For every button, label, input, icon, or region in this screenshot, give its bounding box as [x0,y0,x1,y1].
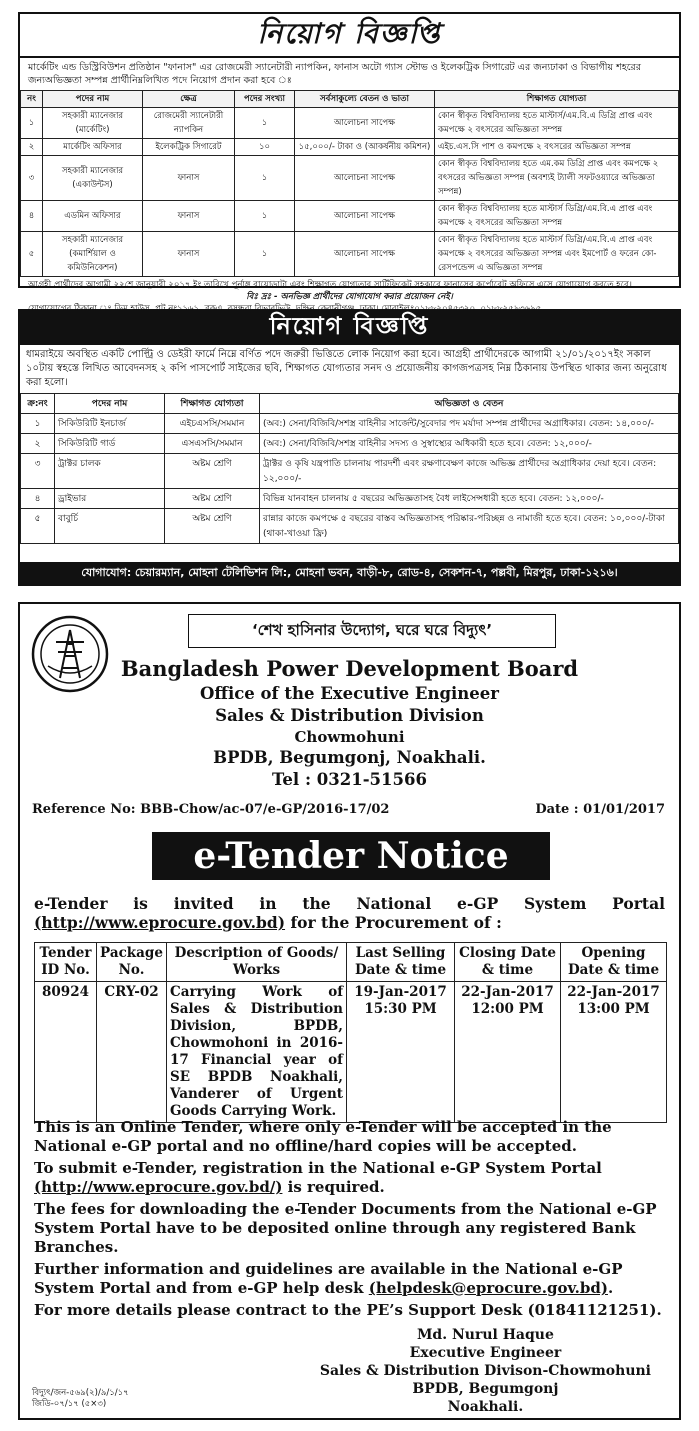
instruction-text: Further information and guidelines are available in the National e-GP System Portal and from e-GP help desk [34,1260,623,1297]
telephone: Tel : 0321-51566 [272,770,427,789]
cell-qualification: এইচ.এস.সি পাশ ও কমপক্ষে ২ বৎসরের অভিজ্ঞতা সম্পন্ন [435,139,679,156]
helpdesk-email-link[interactable]: (helpdesk@eprocure.gov.bd) [368,1279,608,1297]
place-name: Chowmohuni [294,728,405,746]
col-header: নং [21,91,43,108]
notice-title: নিয়োগ বিজ্ঞপ্তি [269,311,430,340]
cell-field: রোজমেরী স্যানেটারী ন্যাপকিন [143,108,235,139]
contact-bar: যোগাযোগ: চেয়ারম্যান, মোহনা টেলিভিশন লি:, মোহনা ভবন, বাড়ী-৮, রোড-৪, সেকশন-৭, পল্লবী, মিরপুর, ঢাকা-১২১৬। [20,562,679,584]
recruitment-notice-fanus [18,12,681,302]
cell-salary: আলোচনা সাপেক্ষ [295,232,435,277]
table-row [21,232,679,277]
slogan-box: ‘শেখ হাসিনার উদ্যোগ, ঘরে ঘরে বিদ্যুৎ’ [188,614,556,648]
office-name: Office of the Executive Engineer [200,684,499,703]
cell-count: ১ [235,232,295,277]
col-header: Opening Date & time [561,943,667,982]
invitation-line: e-Tender is invited in the National e-GP System Portal [34,894,665,913]
notice-banner [20,14,679,58]
footer-instruction: আগ্রহী প্রার্থীদের আগামী ২২শে জানুয়ারী ২০১৭ ইং তারিখে পূর্নাঙ্গ বায়োডাটা এবং শিক্ষাগত যোগ্যতার সার্টিফিকেট সহকারে ফানাসের কর্পোরেট অফিসে এসে যোগাযোগ করতে হবে। [28,280,632,290]
cell-field: ইলেকট্রিক সিগারেট [143,139,235,156]
signature-block [320,1326,651,1416]
cell-no: ২ [21,139,43,156]
instruction-text: . [607,1279,614,1297]
cell-post: বাবুর্চি [55,509,165,544]
portal-link[interactable]: (http://www.eprocure.gov.bd) [34,913,286,932]
cell-no: ৫ [21,509,55,544]
table-row [21,201,679,232]
tender-table [34,942,667,1123]
signatory-division: Sales & Distribution Divison-Chowmohuni [319,1363,651,1379]
table-row [35,982,667,1123]
footer-note: বিঃ দ্রঃ - অনভিজ্ঞ প্রার্থীদের যোগাযোগ করার প্রয়োজন নেই। [246,292,453,302]
cell-qualification: কোন স্বীকৃত বিশ্ববিদ্যালয় হতে মাস্টার্স ডিগ্রি/এম.বি.এ প্রাপ্ত এবং কমপক্ষে ২ বৎসরের অভিজ্ঞতা সম্পন্ন [435,201,679,232]
cell-post: সহকারী ম্যানেজার (একাউন্টস) [43,156,143,201]
cell-no: ৪ [21,201,43,232]
table-row [21,156,679,201]
invitation-line-2 [34,913,502,932]
col-header: Closing Date & time [455,943,561,982]
col-header: অভিজ্ঞতা ও বেতন [260,394,679,414]
cell-tender-id: 80924 [35,982,97,1123]
bpdb-logo-icon [30,614,110,694]
organization-name: Bangladesh Power Development Board [120,656,579,681]
signatory-place: Noakhali. [447,1399,524,1415]
col-header: Tender ID No. [35,943,97,982]
memo-reference [32,1388,129,1410]
col-header: সর্বসাকুল্যে বেতন ও ভাতা [295,91,435,108]
e-tender-notice [18,602,681,1420]
signatory-name: Md. Nurul Haque [416,1327,554,1343]
cell-package: CRY-02 [97,982,167,1123]
instruction-paragraph [34,1159,665,1197]
cell-qualification: কোন স্বীকৃত বিশ্ববিদ্যালয় হতে এম.কম ডিগ্রি প্রাপ্ত এবং কমপক্ষে ২ বৎসরের অভিজ্ঞতা সম্পন্ন (অবশ্যই ট্যালী সফটওয়্যারে অভিজ্ঞতা সম্পন্ন) [435,156,679,201]
cell-no: ১ [21,108,43,139]
cell-education: এইচএসসি/সমমান [165,414,260,434]
cell-experience-salary: (অব:) সেনা/বিজিবি/সশস্ত্র বাহিনীর সদস্য ও সুস্বাস্থ্যের অধিকারী হতে হবে। বেতন: ১২,০০০/- [260,434,679,454]
cell-field: ফানাস [143,201,235,232]
cell-count: ১ [235,108,295,139]
col-header: শিক্ষাগত যোগ্যতা [435,91,679,108]
cell-experience-salary: ট্রাক্টর ও কৃষি যন্ত্রপাতি চালনায় পারদর্শী এবং রক্ষণাবেক্ষণ কাজে অভিজ্ঞ প্রার্থীদের অগ্রাধিকার দেয়া হবে। বেতন: ১২,০০০/- [260,454,679,489]
recruitment-notice-poultry-farm [18,309,681,586]
cell-education: অষ্টম শ্রেণি [165,454,260,489]
cell-salary: আলোচনা সাপেক্ষ [295,201,435,232]
tender-instructions [34,1118,665,1323]
table-row [21,414,679,434]
notice-title: নিয়োগ বিজ্ঞপ্তি [257,16,442,50]
cell-no: ৪ [21,489,55,509]
table-row [21,108,679,139]
division-name: Sales & Distribution Division [215,706,484,725]
col-header: ক্র:নং [21,394,55,414]
cell-opening: 22-Jan-2017 13:00 PM [561,982,667,1123]
memo-line: জিডি-০৭/১৭ (৫×৩) [32,1399,107,1409]
vacancy-table [20,90,679,277]
location: BPDB, Begumgonj, Noakhali. [213,748,486,767]
cell-salary: আলোচনা সাপেক্ষ [295,156,435,201]
signatory-org: BPDB, Begumgonj [412,1381,559,1397]
table-row [21,509,679,544]
table-row [21,434,679,454]
table-header-row [35,943,667,982]
col-header: পদের নাম [55,394,165,414]
instruction-paragraph: For more details please contract to the PE’s Support Desk (01841121251). [34,1301,662,1319]
cell-count: ১ [235,156,295,201]
table-row [21,454,679,489]
cell-field: ফানাস [143,232,235,277]
memo-line: বিদ্যুৎ/জন-৫৬৯(২)/৯/১/১৭ [32,1388,129,1398]
cell-no: ১ [21,414,55,434]
cell-experience-salary: (অব:) সেনা/বিজিবি/সশস্ত্র বাহিনীর সার্জেন্ট/সুবেদার পদ মর্যাদা সম্পন্ন প্রার্থীদের অগ্রাধিকার। বেতন: ১৪,০০০/- [260,414,679,434]
portal-link[interactable]: (http://www.eprocure.gov.bd/) [34,1178,283,1196]
cell-experience-salary: রান্নার কাজে কমপক্ষে ৫ বছরের বাস্তব অভিজ্ঞতাসহ পরিষ্কার-পরিচ্ছন্ন ও নামাজী হতে হবে। বেতন: ১০,০০০/-টাকা (থাকা-খাওয়া ফ্রি) [260,509,679,544]
cell-post: সহকারী ম্যানেজার (মার্কেটিং) [43,108,143,139]
cell-education: অষ্টম শ্রেণি [165,509,260,544]
col-header: ক্ষেত্র [143,91,235,108]
cell-qualification: কোন স্বীকৃত বিশ্ববিদ্যালয় হতে মাস্টার্স/এম.বি.এ ডিগ্রি প্রাপ্ত এবং কমপক্ষে ২ বৎসরের অভিজ্ঞতা সম্পন্ন [435,108,679,139]
cell-count: ১০ [235,139,295,156]
cell-post: সিকিউরিটি ইনচার্জ [55,414,165,434]
cell-post: সিকিউরিটি গার্ড [55,434,165,454]
reference-row [32,802,665,817]
cell-last-selling: 19-Jan-2017 15:30 PM [347,982,455,1123]
instruction-text: is required. [282,1178,385,1196]
signatory-title: Executive Engineer [409,1345,562,1361]
e-tender-heading: e-Tender Notice [152,832,550,880]
cell-salary: আলোচনা সাপেক্ষ [295,108,435,139]
cell-no: ৩ [21,454,55,489]
notice-banner [20,311,679,345]
cell-no: ৩ [21,156,43,201]
cell-post: এডমিন অফিসার [43,201,143,232]
col-header: Last Selling Date & time [347,943,455,982]
cell-field: ফানাস [143,156,235,201]
col-header: Package No. [97,943,167,982]
cell-post: সহকারী ম্যানেজার (কমার্শিয়াল ও কমিউনিকেশন) [43,232,143,277]
cell-count: ১ [235,201,295,232]
cell-description: Carrying Work of Sales & Distribution Division, BPDB, Chowmohoni in 2016-17 Financial year of SE BPDB Noakhali, Vanderer of Urgent Goods Carrying Work. [167,982,347,1123]
invitation-rest: for the Procurement of : [285,913,502,932]
cell-qualification: কোন স্বীকৃত বিশ্ববিদ্যালয় হতে মাস্টার্স ডিগ্রি/এম.বি.এ প্রাপ্ত এবং কমপক্ষে ২ বৎসরের অভিজ্ঞতা সম্পন্ন এবং ইমপোর্ট ও ফরেন কো-রেসপন্ডেন্স এ অভিজ্ঞতা সম্পন্ন [435,232,679,277]
cell-post: ড্রাইভার [55,489,165,509]
vacancy-table [20,393,679,544]
cell-education: অষ্টম শ্রেণি [165,489,260,509]
table-row [21,139,679,156]
cell-closing: 22-Jan-2017 12:00 PM [455,982,561,1123]
table-header-row [21,394,679,414]
cell-post: ট্রাক্টর চালক [55,454,165,489]
reference-number: Reference No: BBB-Chow/ac-07/e-GP/2016-17/02 [32,802,390,817]
cell-experience-salary: বিভিন্ন যানবাহন চালনায় ৫ বছরের অভিজ্ঞতাসহ বৈধ লাইসেন্সধারী হতে হবে। বেতন: ১২,০০০/- [260,489,679,509]
cell-education: এসএসসি/সমমান [165,434,260,454]
instruction-paragraph: This is an Online Tender, where only e-Tender will be accepted in the National e-GP portal and no offline/hard copies will be accepted. [34,1118,612,1155]
col-header: Description of Goods/ Works [167,943,347,982]
cell-salary: ১৫,০০০/- টাকা ও (আকর্ষনীয় কমিশন) [295,139,435,156]
notice-date: Date : 01/01/2017 [535,802,665,817]
table-row [21,489,679,509]
notice-intro: ধামরাইয়ে অবস্থিত একটি পোল্ট্রি ও ডেইরী ফার্মে নিম্নে বর্ণিত পদে জরুরী ভিত্তিতে লোক নিয়োগ করা হবে। আগ্রহী প্রার্থীদেরকে আগামী ২১/০১/২০১৭ইং সকাল ১০টায় স্বহস্তে লিখিত আবেদনসহ ২ কপি পাসপোর্ট সাইজের ছবি, শিক্ষাগত যোগ্যতার সনদ ও প্রয়োজনীয় কাগজপত্রসহ নিম্ন ঠিকানায় উপস্থিত থাকার জন্য অনুরোধ করা হলো। [26,349,667,388]
cell-no: ৫ [21,232,43,277]
cell-no: ২ [21,434,55,454]
col-header: পদের নাম [43,91,143,108]
col-header: শিক্ষাগত যোগ্যতা [165,394,260,414]
instruction-paragraph [34,1260,665,1298]
col-header: পদের সংখ্যা [235,91,295,108]
table-header-row [21,91,679,108]
instruction-paragraph: The fees for downloading the e-Tender Documents from the National e-GP System Portal have to be deposited online through any registered Bank Branches. [34,1200,657,1256]
instruction-text: To submit e-Tender, registration in the National e-GP System Portal [34,1159,602,1177]
cell-post: মার্কেটিং অফিসার [43,139,143,156]
notice-intro: মার্কেটিং এন্ড ডিস্ট্রিবিউশন প্রতিষ্ঠান "ফানাস" এর রোজমেরী স্যানেটারী ন্যাপকিন, ফানাস অটো গ্যাস স্টোভ ও ইলেকট্রিক সিগারেট এর জন্যঢাকা ও বিভাগীয় শহরের জন্যঅভিজ্ঞতা সম্পন্ন প্রার্থীনিম্নলিখিত পদে নিয়োগ প্রদান করা হবে ঃ [28,62,641,86]
